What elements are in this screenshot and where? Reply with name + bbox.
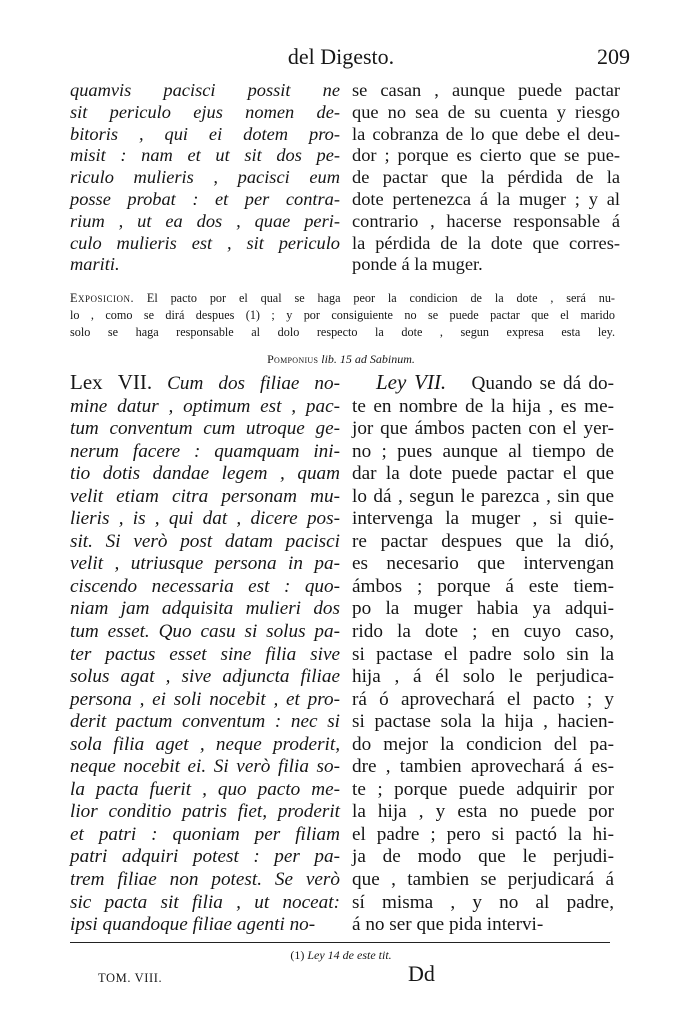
spanish-line: lo dá , segun le parezca , sin que <box>352 485 614 507</box>
spanish-line: es necesario que intervengan <box>352 553 614 575</box>
latin-line: sit. Si verò post datam pacisci <box>70 530 340 552</box>
latin-line: velit , utriusque persona in pa- <box>70 553 340 575</box>
latin-line: sola filia aget , neque proderit, <box>70 733 340 755</box>
latin-line: culo mulieris est , sit periculo <box>70 232 340 253</box>
latin-first-line <box>70 371 340 396</box>
spanish-line: dote pertenezca á la muger ; y al <box>352 188 620 209</box>
spanish-line: la hija , y esta no puede por <box>352 801 614 823</box>
latin-line: solus agat , sive adjuncta filiae <box>70 666 340 688</box>
spanish-line: que no sea de su cuenta y riesgo <box>352 101 620 122</box>
latin-line: nerum facere : quamquam ini- <box>70 440 340 462</box>
spanish-line: si pactase sola la hija , hacien- <box>352 711 614 733</box>
latin-line: mine datur , optimum est , pac- <box>70 395 340 417</box>
latin-first-text: Cum dos filiae no- <box>167 373 341 394</box>
footnote-rule <box>70 942 610 943</box>
latin-line: sic pacta sit filia , ut noceat: <box>70 891 340 913</box>
spanish-line: á no ser que pida intervi- <box>352 914 544 936</box>
latin-line: quamvis pacisci possit ne <box>70 80 340 100</box>
latin-line: neque nocebit ei. Si verò filia so- <box>70 756 340 778</box>
spanish-line: hija , á él solo le perjudica- <box>352 666 614 688</box>
latin-line: patri adquiri potest : per pa- <box>70 846 340 868</box>
spanish-line: si pactase el padre solo sin la <box>352 643 614 665</box>
ley-heading: Ley VII. <box>376 370 447 394</box>
spanish-line: la pérdida de la dote que corres- <box>352 232 620 253</box>
spanish-line: dar la dote puede pactar el que <box>352 463 614 485</box>
latin-line: tum esset. Quo casu si solus pa- <box>70 621 340 643</box>
latin-line: velit etiam citra personam mu- <box>70 485 340 507</box>
spanish-line: se casan , aunque puede pactar <box>352 80 620 100</box>
latin-line: et patri : quoniam per filiam <box>70 823 340 845</box>
source-citation <box>0 352 682 367</box>
source-reference: lib. 15 ad Sabinum. <box>321 352 415 366</box>
latin-line: persona , ei soli nocebit , et pro- <box>70 688 340 710</box>
spanish-line: dor ; porque es cierto que se pue- <box>352 145 620 166</box>
signature-mark: Dd <box>408 961 435 986</box>
spanish-line: re pactar despues que la dió, <box>352 530 614 552</box>
latin-line: riculo mulieris , pacisci eum <box>70 167 340 188</box>
lex-heading: Lex VII. <box>70 370 153 394</box>
exposicion-line: El pacto por el qual se haga peor la condicion de la dote , será nu- <box>146 291 615 305</box>
main-spanish-column <box>352 371 614 937</box>
spanish-line: ja de modo que le perjudi- <box>352 846 614 868</box>
spanish-line: sí misma , y no al padre, <box>352 891 614 913</box>
latin-line: la pacta fuerit , quo pacto me- <box>70 778 340 800</box>
spanish-line: de pactar que la pérdida de la <box>352 167 620 188</box>
spanish-first-text: Quando se dá do- <box>471 373 615 394</box>
latin-line: rium , ut ea dos , quae peri- <box>70 210 340 231</box>
spanish-line: ponde á la muger. <box>352 254 483 275</box>
footnote-marker: (1) <box>290 948 305 962</box>
spanish-line: la cobranza de lo que debe el deu- <box>352 123 620 144</box>
spanish-line: te en nombre de la hija , es me- <box>352 395 614 417</box>
main-latin-column <box>70 371 340 937</box>
exposicion-line: lo , como se dirá despues (1) ; y por consiguiente no se puede pactar que el marido <box>70 308 615 322</box>
latin-line: ciscendo necessaria est : quo- <box>70 575 340 597</box>
latin-line: mariti. <box>70 254 120 275</box>
spanish-line: intervenga la muger , si quie- <box>352 508 614 530</box>
top-spanish-column <box>352 80 620 276</box>
spanish-line: te ; porque puede adquirir por <box>352 778 614 800</box>
latin-line: lieris , is , qui dat , dicere pos- <box>70 508 340 530</box>
spanish-line: po la muger habia ya adqui- <box>352 598 614 620</box>
spanish-line: dre , tambien aprovechará á es- <box>352 756 614 778</box>
footnote <box>0 948 682 963</box>
latin-line: tio dotis dandae legem , quam <box>70 463 340 485</box>
latin-line: derit pactum conventum : nec si <box>70 711 340 733</box>
latin-line: sit periculo ejus nomen de- <box>70 101 340 122</box>
latin-line: trem filiae non potest. Se verò <box>70 869 340 891</box>
source-author: Pomponius <box>267 352 319 366</box>
latin-line: misit : nam et ut sit dos pe- <box>70 145 340 166</box>
latin-line: lior conditio patris fiet, proderit <box>70 801 340 823</box>
spanish-line: jor que ámbos pacten con el yer- <box>352 418 614 440</box>
spanish-line: el padre ; pero si pactó la hi- <box>352 823 614 845</box>
exposicion-label: Exposicion. <box>70 291 134 305</box>
spanish-line: contrario , hacerse responsable á <box>352 210 620 231</box>
running-title: del Digesto. <box>287 44 395 69</box>
tome-label: TOM. VIII. <box>98 971 163 985</box>
latin-line: tum conventum cum utroque ge- <box>70 418 340 440</box>
latin-line: ter pactus esset sine filia sive <box>70 643 340 665</box>
spanish-first-line <box>352 371 614 396</box>
spanish-line: no ; pues aunque al tiempo de <box>352 440 614 462</box>
spanish-line: do mejor la condicion del pa- <box>352 733 614 755</box>
exposicion-paragraph <box>70 290 615 341</box>
latin-line: bitoris , qui ei dotem pro- <box>70 123 340 144</box>
latin-line: posse probat : et per contra- <box>70 188 340 209</box>
footnote-text: Ley 14 de este tit. <box>307 948 392 962</box>
spanish-line: rido la dote ; en cuyo caso, <box>352 621 614 643</box>
spanish-line: rá ó aprovechará el pacto ; y <box>352 688 614 710</box>
spanish-line: ámbos ; porque á este tiem- <box>352 575 614 597</box>
running-head <box>0 44 682 74</box>
spanish-line: que , tambien se perjudicará á <box>352 869 614 891</box>
latin-line: niam jam adquisita mulieri dos <box>70 598 340 620</box>
latin-line: ipsi quandoque filiae agenti no- <box>70 914 316 936</box>
top-latin-column <box>70 80 340 276</box>
exposicion-line: solo se haga responsable al dolo respecto la dote , segun expresa esta ley. <box>70 325 615 339</box>
page-number: 209 <box>597 44 630 69</box>
